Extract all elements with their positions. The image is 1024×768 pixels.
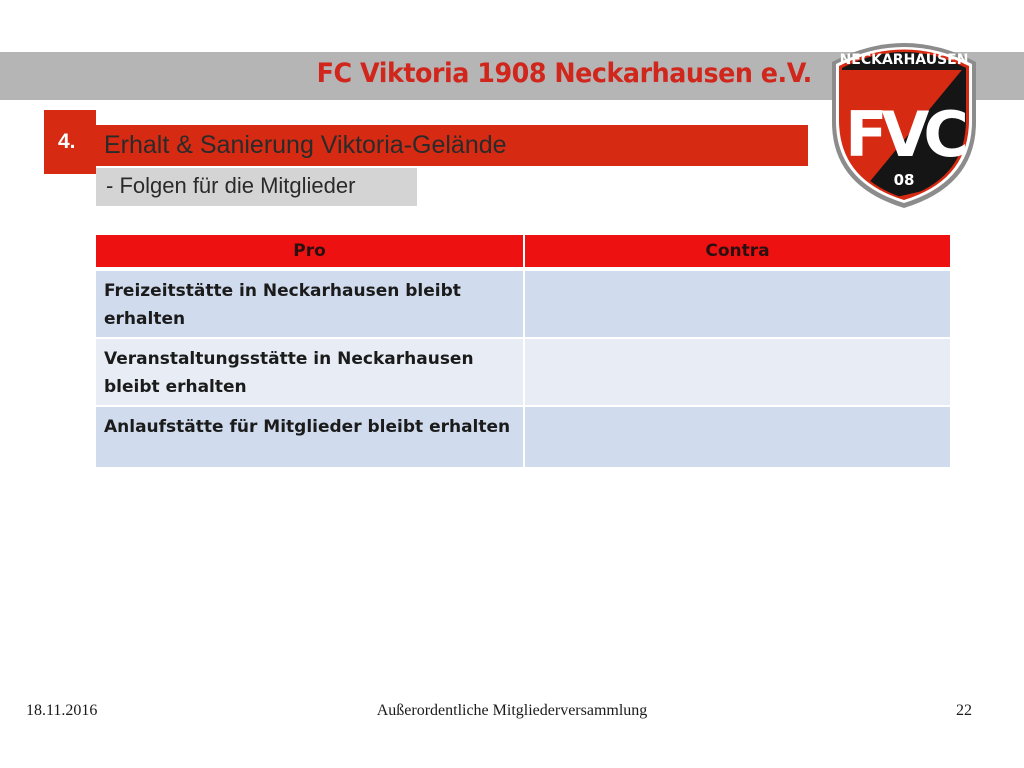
club-name: FC Viktoria 1908 Neckarhausen e.V. (316, 58, 812, 89)
table-row (96, 339, 950, 405)
section-number: 4. (58, 130, 76, 153)
header-contra: Contra (525, 235, 950, 269)
footer-title: Außerordentliche Mitgliederversammlung (376, 702, 648, 719)
slide-subtitle: - Folgen für die Mitglieder (106, 173, 356, 198)
pro-cell: Anlaufstätte für Mitglieder bleibt erhalten (96, 407, 523, 467)
contra-cell (525, 271, 950, 337)
contra-cell (525, 407, 950, 467)
footer-date: 18.11.2016 (26, 702, 98, 719)
header-pro: Pro (96, 235, 523, 269)
slide-title: Erhalt & Sanierung Viktoria-Gelände (104, 131, 507, 159)
crest-top-text: NECKARHAUSEN (839, 52, 969, 68)
page-number: 22 (956, 702, 972, 719)
club-crest-logo (828, 28, 980, 208)
contra-cell (525, 339, 950, 405)
crest-letters: FVC (845, 98, 963, 171)
pro-contra-table (94, 233, 952, 469)
table-header-row (96, 235, 950, 269)
crest-year: 08 (893, 171, 915, 189)
pro-cell: Veranstaltungsstätte in Neckarhausen bleibt erhalten (96, 339, 523, 405)
table-row (96, 407, 950, 467)
table-row (96, 271, 950, 337)
pro-cell: Freizeitstätte in Neckarhausen bleibt erhalten (96, 271, 523, 337)
